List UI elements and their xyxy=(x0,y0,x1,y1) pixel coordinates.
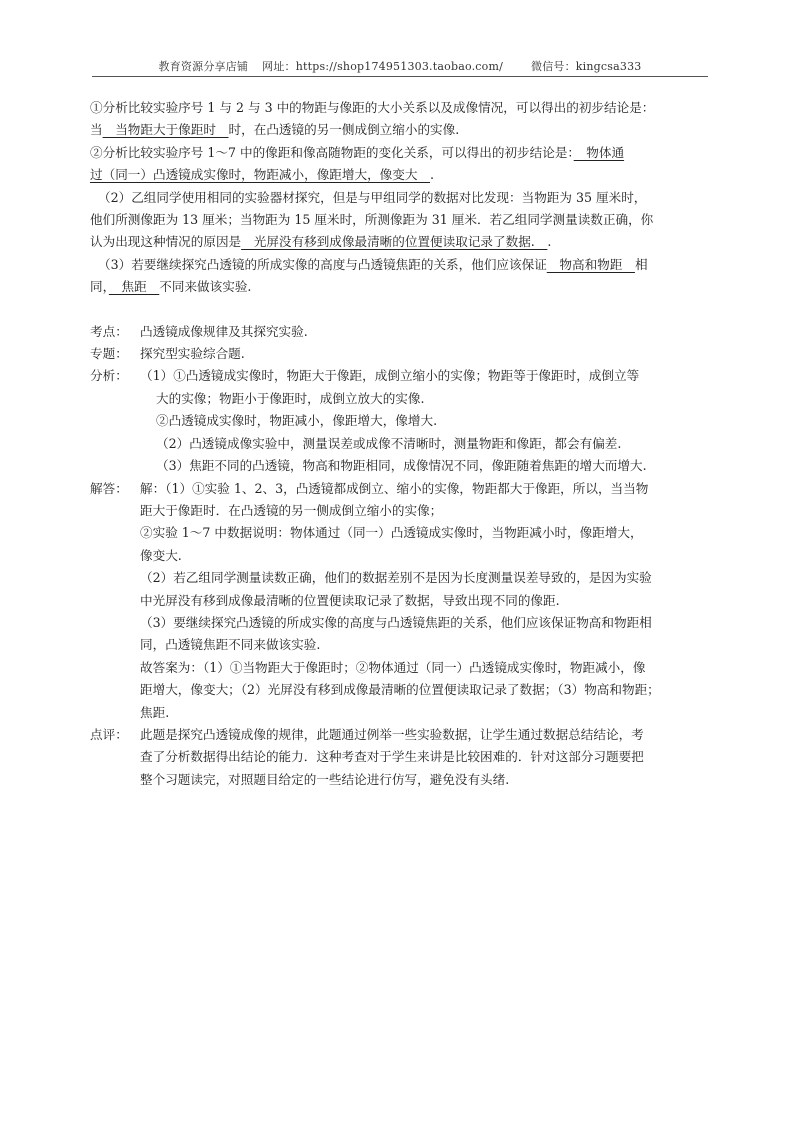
jieda-line: 距大于像距时．在凸透镜的另一侧成倒立缩小的实像； xyxy=(140,502,443,518)
kaodian-text: 凸透镜成像规律及其探究实验. xyxy=(140,323,308,339)
jieda-line: 故答案为：（1）①当物距大于像距时；②物体通过（同一）凸透镜成实像时，物距减小，像 xyxy=(140,659,646,675)
question-line-9 xyxy=(90,276,710,298)
jieda-line: （3）要继续探究凸透镜的所成实像的高度与凸透镜焦距的关系，他们应该保证物高和物距相 xyxy=(140,614,652,630)
text-fragment: 不同来做该实验. xyxy=(159,279,252,295)
jieda-line: 中光屏没有移到成像最清晰的位置便读取记录了数据，导致出现不同的像距. xyxy=(140,592,560,608)
fenxi-line: （1）①凸透镜成实像时，物距大于像距，成倒立缩小的实像；物距等于像距时，成倒立等 xyxy=(140,368,640,384)
text-fragment: . xyxy=(430,167,435,183)
text-fragment: （3）若要继续探究凸透镜的所成实像的高度与凸透镜焦距的关系，他们应该保证 xyxy=(98,256,547,272)
answer-blank-2b: 过（同一）凸透镜成实像时，物距减小，像距增大，像变大 xyxy=(90,167,431,183)
fenxi-line: （2）凸透镜成像实验中，测量误差或成像不清晰时，测量物距和像距，都会有偏差. xyxy=(156,435,622,451)
zhuanti-label: 专题： xyxy=(90,346,128,362)
question-line-2 xyxy=(90,119,710,141)
fenxi-line: （3）焦距不同的凸透镜，物高和物距相同，成像情况不同，像距随着焦距的增大而增大. xyxy=(156,458,647,474)
dianping-line: 此题是探究凸透镜成像的规律，此题通过例举一些实验数据，让学生通过数据总结结论，考 xyxy=(140,726,644,742)
jieda-line: 同，凸透镜焦距不同来做该实验. xyxy=(140,637,321,653)
text-fragment: 时，在凸透镜的另一侧成倒立缩小的实像. xyxy=(228,122,460,138)
fenxi-content xyxy=(140,365,710,477)
dianping-line: 整个习题读完，对照题目给定的一些结论进行仿写，避免没有头绪. xyxy=(140,771,510,787)
answer-blank-5: 焦距 xyxy=(108,279,160,295)
zhuanti-text: 探究型实验综合题. xyxy=(140,346,245,362)
jieda-label: 解答： xyxy=(90,480,128,496)
answer-blank-3: 光屏没有移到成像最清晰的位置便读取记录了数据. xyxy=(241,234,548,250)
fenxi-label: 分析： xyxy=(90,368,128,384)
header-shop: 教育资源分享店铺 xyxy=(158,60,249,73)
document-body xyxy=(90,97,710,791)
text-fragment: ②分析比较实验序号 1～7 中的像距和像高随物距的变化关系，可以得出的初步结论是： xyxy=(90,144,574,160)
jieda-line: 焦距. xyxy=(140,704,170,720)
fenxi-line: 大的实像；物距小于像距时，成倒立放大的实像. xyxy=(156,390,425,406)
dianping-label: 点评： xyxy=(90,726,128,742)
dianping-section xyxy=(90,724,710,791)
answer-blank-4: 物高和物距 xyxy=(546,256,635,272)
jieda-line: （2）若乙组同学测量读数正确，他们的数据差别不是因为长度测量误差导致的，是因为实验 xyxy=(140,570,652,586)
text-fragment: 认为出现这种情况的原因是 xyxy=(90,234,242,250)
text-fragment: 相 xyxy=(634,256,648,272)
jieda-line: 解：（1）①实验 1、2、3，凸透镜都成倒立、缩小的实像，物距都大于像距，所以，当当物 xyxy=(140,480,649,496)
question-line-3 xyxy=(90,142,710,164)
jieda-line: ②实验 1～7 中数据说明：物体通过（同一）凸透镜成实像时，当物距减小时，像距增大， xyxy=(140,525,643,541)
question-line-1: ①分析比较实验序号 1 与 2 与 3 中的物距与像距的大小关系以及成像情况，可以得出的初步结论是： xyxy=(90,100,655,115)
zhuanti-section xyxy=(90,343,710,365)
section-spacer xyxy=(90,299,710,321)
fenxi-line: ②凸透镜成实像时，物距减小，像距增大，像增大. xyxy=(156,413,438,429)
question-line-5: （2）乙组同学使用相同的实验器材探究，但是与甲组同学的数据对比发现：当物距为 35 厘米时， xyxy=(98,189,647,205)
header-url: 网址：https://shop174951303.taobao.com/ xyxy=(262,60,503,73)
jieda-section xyxy=(90,478,710,724)
fenxi-section xyxy=(90,365,710,477)
text-fragment: . xyxy=(547,234,552,250)
question-line-4 xyxy=(90,164,710,186)
question-line-6: 他们所测像距为 13 厘米；当物距为 15 厘米时，所测像距为 31 厘米．若乙组同学测量读数正确，你 xyxy=(90,212,654,228)
jieda-content xyxy=(140,478,710,724)
page-header xyxy=(0,58,800,74)
question-line-7 xyxy=(90,231,710,253)
answer-blank-2a: 物体通 xyxy=(573,144,625,160)
kaodian-section xyxy=(90,321,710,343)
question-line-8 xyxy=(90,254,710,276)
text-fragment: 当 xyxy=(90,122,103,138)
header-wechat: 微信号：kingcsa333 xyxy=(531,60,642,73)
text-fragment: 同， xyxy=(90,279,109,295)
dianping-content xyxy=(140,724,710,791)
answer-blank-1: 当物距大于像距时 xyxy=(102,122,229,138)
jieda-line: 像变大. xyxy=(140,547,182,563)
dianping-line: 查了分析数据得出结论的能力．这种考查对于学生来讲是比较困难的．针对这部分习题要把 xyxy=(140,749,644,765)
jieda-line: 距增大，像变大；（2）光屏没有移到成像最清晰的位置便读取记录了数据；（3）物高和物距； xyxy=(140,682,660,698)
kaodian-label: 考点： xyxy=(90,323,128,339)
header-divider xyxy=(92,76,708,77)
